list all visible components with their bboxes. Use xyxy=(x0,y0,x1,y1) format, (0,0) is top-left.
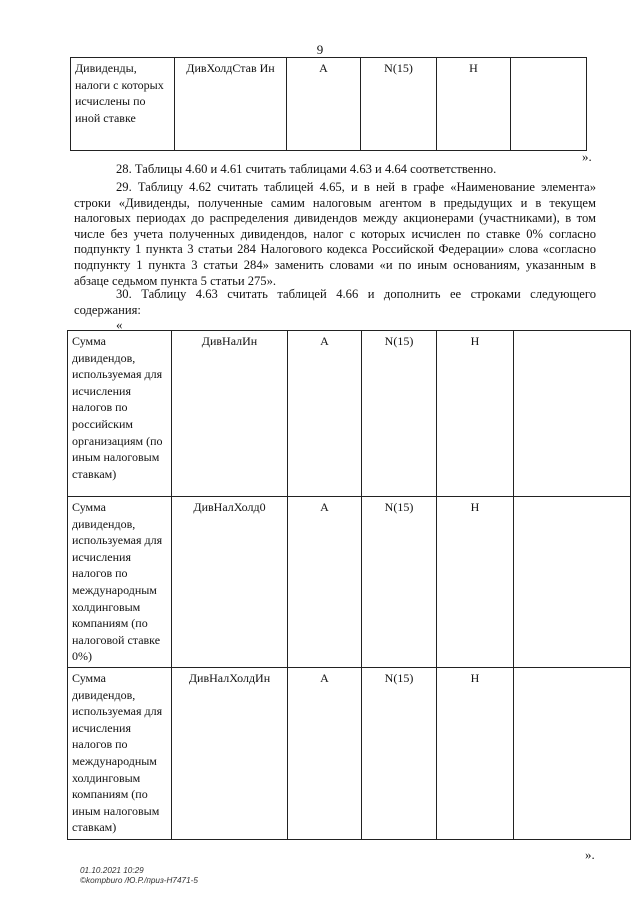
element-required-cell: Н xyxy=(437,497,514,668)
opening-quote: « xyxy=(116,317,123,332)
closing-quote: ». xyxy=(582,149,592,164)
element-type-cell: А xyxy=(288,331,362,497)
table-row xyxy=(68,331,631,497)
element-code-cell: ДивНалХолд0 xyxy=(172,497,288,668)
paragraph-30 xyxy=(74,287,596,318)
element-extra-cell xyxy=(511,58,587,151)
element-format-cell: N(15) xyxy=(362,667,437,839)
paragraph-28 xyxy=(74,162,596,178)
element-extra-cell xyxy=(514,331,631,497)
page-number: 9 xyxy=(316,42,324,57)
element-name-cell: Сумма дивидендов, используемая для исчисления налогов по международным холдинговым компаниям (по налоговой ставке 0%) xyxy=(68,497,172,668)
element-required-cell: Н xyxy=(437,331,514,497)
footer-stamp xyxy=(80,866,198,886)
element-format-cell: N(15) xyxy=(362,331,437,497)
paragraph-30-text: 30. Таблицу 4.63 считать таблицей 4.66 и дополнить ее строками следующего содержания: xyxy=(74,287,596,317)
table-row xyxy=(68,667,631,839)
table-row xyxy=(68,497,631,668)
element-name-cell: Дивиденды, налоги с которых исчислены по иной ставке xyxy=(71,58,175,151)
element-code-cell: ДивХолдСтав Ин xyxy=(175,58,287,151)
element-type-cell: А xyxy=(287,58,361,151)
element-type-cell: А xyxy=(288,667,362,839)
element-extra-cell xyxy=(514,497,631,668)
elements-table-continued xyxy=(70,57,587,151)
element-format-cell: N(15) xyxy=(361,58,437,151)
element-required-cell: Н xyxy=(437,667,514,839)
element-required-cell: Н xyxy=(437,58,511,151)
footer-timestamp: 01.10.2021 10:29 xyxy=(80,866,144,875)
element-type-cell: А xyxy=(288,497,362,668)
element-name-cell: Сумма дивидендов, используемая для исчисления налогов по международным холдинговым компаниям (по иным налоговым ставкам) xyxy=(68,667,172,839)
paragraph-29 xyxy=(74,180,596,289)
paragraph-28-text: 28. Таблицы 4.60 и 4.61 считать таблицами 4.63 и 4.64 соответственно. xyxy=(116,162,497,176)
element-code-cell: ДивНалИн xyxy=(172,331,288,497)
element-extra-cell xyxy=(514,667,631,839)
paragraph-29-text: 29. Таблицу 4.62 считать таблицей 4.65, и в ней в графе «Наименование элемента» строки «Дивиденды, полученные самим налоговым агентом в предыдущих и в текущем налоговых периодах до распределения дивидендов между акционерами (участниками), в том числе без учета полученных дивидендов, налог с которых исчислен по ставке 0% согласно подпункту 1 пункта 3 статьи 284 Налогового кодекса Российской Федерации» слова «согласно подпункту 1 пункта 3 статьи 284» заменить словами «и по иным основаниям, указанным в абзаце седьмом пункта 5 статьи 275». xyxy=(74,180,596,288)
element-code-cell: ДивНалХолдИн xyxy=(172,667,288,839)
element-format-cell: N(15) xyxy=(362,497,437,668)
table-row xyxy=(71,58,587,151)
footer-document-id: ©kompburo /Ю.Р./приз-Н7471-5 xyxy=(80,876,198,885)
closing-quote: ». xyxy=(585,847,595,862)
element-name-cell: Сумма дивидендов, используемая для исчисления налогов по российским организациям (по иным налоговым ставкам) xyxy=(68,331,172,497)
elements-table-additions xyxy=(67,330,631,840)
